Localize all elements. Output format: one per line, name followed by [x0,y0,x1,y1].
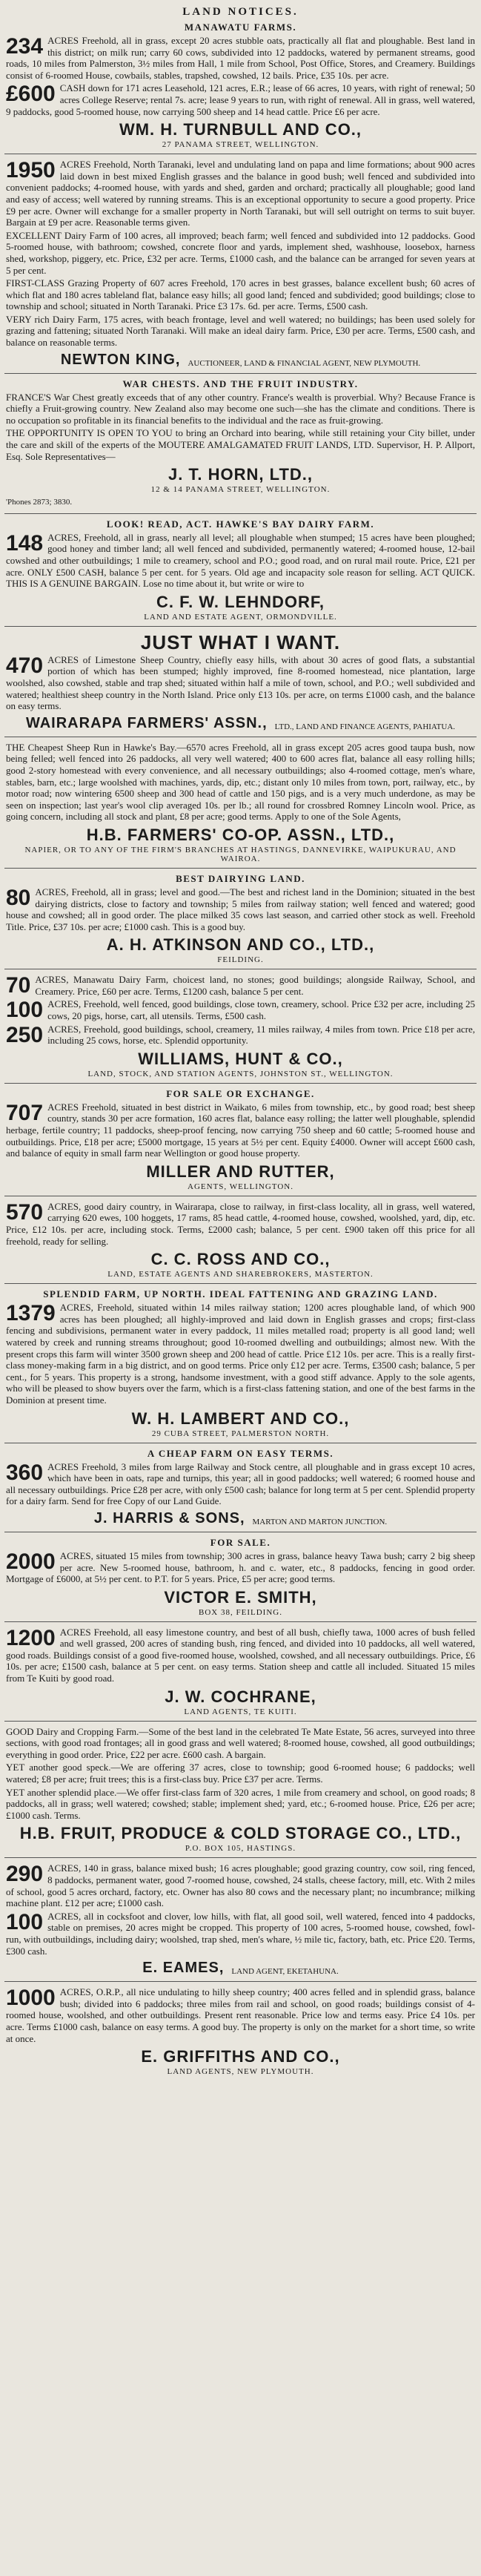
listing-text: VERY rich Dairy Farm, 175 acres, with beach frontage, level and well watered; no buildings; has been used solely for grazing and fattening; situated North Taranaki. Will make an ideal dairy farm. Price, £30 per acre. Terms, £500 cash, and balance on reasonable terms. [6,313,475,349]
listing [6,654,475,712]
listing-text: ACRES, Freehold, well fenced, good buildings, close town, creamery, school. Price £32 per acre, including 25 cows, 20 pigs, horse, cart, all utensils. Terms, £500 cash. [47,998,475,1022]
listing-figure: 470 [6,653,44,678]
listing-figure: 100 [6,1909,44,1934]
agent-address: P.O. BOX 105, HASTINGS. [185,1844,296,1854]
listing-text: ACRES, Freehold, situated within 14 miles railway station; 1200 acres ploughable land, of which 900 acres has been ploughed; all highly-improved and laid down in English grasses and crops; first-class fencing and subdivisions, permanent water in every paddock, 11 miles metalled road; property is all good land; well watered by creek and running streams throughout; good 10-roomed dwelling and outbuildings; almost new. With the present crops this farm will winter 3500 grown sheep and 200 head of cattle. Price £12 10s. per acre. This is a really first-class money-making farm in a big district, and on good terms. Price only £12 per acre. Terms, £3500 cash; balance, 5 per cent., for 5 years. This property is a strong, handsome investment, with a good stiff advance. Apply to the sole agents, who will be pleased to show buyers over the farm, which is a first-class fattening station, and one of the best farms in the Dominion at present time. [6,1302,475,1406]
listing [6,1627,475,1684]
agent-name: A. H. ATKINSON AND CO., LTD., [106,935,375,955]
listing [6,1101,475,1159]
listing-text: ACRES, O.R.P., all nice undulating to hilly sheep country; 400 acres felled and in splendid grass, balance bush; divided into 6 paddocks; three miles from rail and school, on good roads; buildings consist of 4-roomed house, woolshed, and other outbuildings. Present rent reasonable. Price low and terms easy. Price £4 10s. per acre. Terms £1000 cash, balance on easy terms. A good buy. The property is only on the market for a short time, so write at once. [6,1986,475,2044]
listing-figure: 1950 [6,158,56,183]
listing-text: ACRES, situated 15 miles from township; 300 acres in grass, balance heavy Tawa bush; carry 2 big sheep per acre. New 5-roomed house, bathroom, h. and c. water, etc., 8 paddocks, fencing in good order. Mortgage of £6000, at 5½ per cent. to P.T. for 5 years. Price, £5 per acre; good terms. [6,1549,475,1585]
agent-address: 29 CUBA STREET, PALMERSTON NORTH. [151,1429,330,1438]
listing [6,35,475,81]
section-heading: A CHEAP FARM ON EASY TERMS. [147,1447,334,1459]
listing-figure: 234 [6,34,44,59]
headline: JUST WHAT I WANT. [140,630,341,653]
listing [6,392,475,426]
agent-address: AUCTIONEER, LAND & FINANCIAL AGENT, NEW PLYMOUTH. [188,358,421,368]
divider [4,1621,477,1622]
listing-text: ACRES, Freehold, all in grass; level and good.—The best and richest land in the Dominion; situated in the best dairying districts, close to factory and township; 5 miles from railway station; well fenced and watered; good house and cowshed; all in good order. The place milked 35 cows last season, and carried other stock as well. Freehold Title. Price, £37 10s. per acre; £1000 cash. This is a good buy. [6,886,475,932]
listing-figure: 1379 [6,1301,56,1326]
agent-address: AGENTS, WELLINGTON. [188,1182,293,1191]
agent-name: J. HARRIS & SONS, [93,1509,245,1526]
listing [6,159,475,228]
agent-name: W. H. LAMBERT AND CO., [131,1409,350,1428]
listing-figure: 1000 [6,1986,56,2011]
listing-figure: 707 [6,1100,44,1125]
agent-name: WAIRARAPA FARMERS' ASSN., [25,714,268,731]
agent-address: FEILDING. [217,955,264,965]
listing [6,230,475,276]
agent-name: MILLER AND RUTTER, [146,1162,335,1181]
agent-name: E. EAMES, [142,1960,225,1977]
listing [6,998,475,1021]
agent-address: MARTON AND MARTON JUNCTION. [252,1517,388,1526]
listing [6,1787,475,1822]
listing [6,1762,475,1785]
agent-address: LAND AGENTS, NEW PLYMOUTH. [167,2067,314,2077]
listing-figure: 1200 [6,1625,56,1650]
listing-text: ACRES Freehold, North Taranaki, level and undulating land on papa and lime formations; about 900 acres laid down in best mixed English grasses and the balance in good bush; well fenced and subdivided into convenient paddocks; 4-roomed house, with yards and shed, garden and orchard; practically all ploughable; good land and easy of access; well watered by running streams. This is an exceptional opportunity to secure a good property. Price £9 per acre. Owner will exchange for a smaller property in North Taranaki, but will sell outright on terms to suit buyer. Bargain at £9 per acre. Reasonable terms given. [6,159,475,228]
agent-name: H.B. FARMERS' CO-OP. ASSN., LTD., [86,825,395,844]
listing-figure: 70 [6,973,31,998]
section-heading: SPLENDID FARM, UP NORTH. IDEAL FATTENING AND GRAZING LAND. [43,1288,438,1300]
divider [4,1083,477,1084]
agent-name: VICTOR E. SMITH, [164,1587,317,1607]
listing [6,1726,475,1761]
listing [6,532,475,590]
listing [6,1911,475,1957]
agent-name: J. W. COCHRANE, [165,1687,316,1706]
listing-figure: 250 [6,1022,44,1047]
section-heading: WAR CHESTS. AND THE FRUIT INDUSTRY. [122,378,359,389]
agent-address: LAND, STOCK, AND STATION AGENTS, JOHNSTON ST., WELLINGTON. [87,1069,394,1078]
agent-address: 27 PANAMA STREET, WELLINGTON. [162,140,319,150]
listing-text: ACRES Freehold, 3 miles from large Railway and Stock centre, all ploughable and in grass except 10 acres, which have been in oats, rape and turnips, this year; all in good paddocks; well watered; 6 roomed house and all necessary outbuildings. Price £28 per acre, with only £500 cash; balance for long term at 5 per cent. Splendid property for a dairy farm. Send for free Copy of our Land Guide. [6,1460,475,1507]
listing-text: ACRES of Limestone Sheep Country, chiefly easy hills, with about 30 acres of good flats, a substantial portion of which has been stumped; highly improved, fine 8-roomed homestead, nice plantation, large woolshed, also cowshed, stable and trap shed; situated within half a mile of town, school, and P.O.; well subdivided and watered; healthiest sheep country in the North Island. Price only £13 10s. per acre, on terms £1000 cash, and the balance on easy terms. [6,653,475,712]
listing-text: THE Cheapest Sheep Run in Hawke's Bay.—6570 acres Freehold, all in grass except 205 acres good taupa bush, now being felled; well fenced into 26 paddocks, all very well watered; 400 to 600 acres flat, balance all easy rolling hills; good 2-story homestead with every convenience, and all necessary outbuildings; also 4-roomed cottage, men's whare, stables, barn, etc.; large woolshed with machines, yards, dip, etc.; distant only 10 miles from town, port, railway, etc., by motor road; now wintering 6500 sheep and 300 head of cattle and 150 pigs, and is a very much underdone, as may be seen on inspection; last year's wool clip averaged 10s. per lb.; all round for crossbred Romney Lincoln wool. Price, as going concern, including all stock and plant, £8 per acre; good terms. Apply to one of the Sole Agents, [6,741,475,823]
agent-line [4,1510,477,1527]
listing [6,742,475,823]
divider [4,373,477,374]
divider [4,1721,477,1722]
agent-name: J. T. HORN, LTD., [167,465,314,484]
agent-address: BOX 38, FEILDING. [199,1607,282,1617]
listing-text: YET another splendid place.—We offer first-class farm of 320 acres, 1 mile from creamery and school, on good roads; 8 paddocks, all in grass; well watered; cowshed; stable; implement shed; yard, etc.; 6-roomed house. Price, £26 per acre; £1000 cash. Terms. [6,1786,475,1821]
agent-name: C. C. ROSS AND CO., [150,1250,331,1269]
agent-address: LTD., LAND AND FINANCE AGENTS, PAHIATUA. [274,722,456,731]
phone-numbers: 'Phones 2873; 3830. [6,498,73,507]
listing-text: THE OPPORTUNITY IS OPEN TO YOU to bring an Orchard into bearing, while still retaining your City billet, under the care and skill of the experts of the MOUTERE AMALGAMATED FRUIT LANDS, LTD. Supervisor, H. P. Allport, Esq. Sole Representatives— [6,427,475,462]
listing-figure: £600 [6,82,56,107]
listing [6,427,475,462]
listing-text: EXCELLENT Dairy Farm of 100 acres, all improved; beach farm; well fenced and subdivided into 12 paddocks. Good 5-roomed house, with bathroom; cowshed, concrete floor and yards, implement shed, washhouse, loosebox, harness shed, workshop, piggery, etc. Price, £32 per acre. Terms, £1000 cash, and the balance can be arranged for seven years at 5 per cent. [6,229,475,276]
listing-text: ACRES, Freehold, good buildings, school, creamery, 11 miles railway, 4 miles from town. Price £18 per acre, including 25 cows, horse, etc. Splendid opportunity. [47,1023,475,1047]
agent-line [4,1960,477,1977]
listing-figure: 148 [6,530,44,556]
section-heading: BEST DAIRYING LAND. [176,872,305,884]
listing [6,314,475,349]
listing-text: GOOD Dairy and Cropping Farm.—Some of the best land in the celebrated Te Mate Estate, 56 acres, surveyed into three sections, with good road frontages; all in good grass and well watered; 8-roomed house, cowshed, all good outbuildings; everything in good order. Price, £22 per acre. £600 cash. A bargain. [6,1725,475,1760]
agent-address: LAND AGENT, EKETAHUNA. [231,1967,339,1977]
listing [6,277,475,312]
listing-figure: 100 [6,998,44,1023]
listing-text: ACRES, 140 in grass, balance mixed bush; 16 acres ploughable; good grazing country, cow soil, ring fenced, 8 paddocks, permanent water, good 7-roomed house, cowshed, 24 stalls, cheese factory, mill, etc. With 2 miles of school, good 5 acres orchard, factory, etc. Owner has also 80 cows and the necessary plant; no incumbrance; milking machine plant. £12 per acre; £1000 cash. [6,1862,475,1909]
agent-address: LAND AND ESTATE AGENT, ORMONDVILLE. [144,612,337,622]
listing-figure: 570 [6,1199,44,1225]
listing-text: ACRES, all in cocksfoot and clover, low hills, with flat, all good soil, well watered, fenced into 4 paddocks, stable on premises, 20 acres might be cropped. This property of 100 acres, 5-roomed house, cowshed, fowl-run, with outbuildings, including dairy; woolshed, trap shed, men's whare, ½ mile tic, factory, bath, etc. Price £20. Terms, £300 cash. [6,1910,475,1957]
listing-text: ACRES, Freehold, all in grass, nearly all level; all ploughable when stumped; 15 acres have been ploughed; good honey and timber land; all well fenced and subdivided, permanently watered; 4-roomed house, 12-bail cowshed and other outbuildings; 1 mile to creamery, school and P.O.; good road, and on rural mail route. Price, £21 per acre. ONLY £500 CASH, balance 5 per cent. for 5 years. Old age and incapacity sole reason for selling. ACT QUICK. THIS IS A GENUINE BARGAIN. Lose no time about it, but write or wire to [6,531,475,590]
divider [4,1857,477,1858]
listing-figure: 2000 [6,1549,56,1574]
divider [4,868,477,869]
listing-text: ACRES Freehold, situated in best district in Waikato, 6 miles from township, etc., by good road; best sheep country, stands 30 per acre formation, 160 acres flat, balance easy rolling; the latter well ploughable, splendid herbage, fertile country; 11 paddocks, sheep-proof fencing, now carrying 750 sheep and 60 cattle; 5-roomed house and outbuildings. Price, £18 per acre; £5000 mortgage, 15 years at 5½ per cent. Equity £4000. Owner will accept £600 cash, and balance of equity in small farm near Wellington or good house property. [6,1101,475,1159]
listing [6,1986,475,2044]
listing-figure: 290 [6,1862,44,1887]
agent-address: NAPIER, OR TO ANY OF THE FIRM'S BRANCHES AT HASTINGS, DANNEVIRKE, WAIPUKURAU, AND WAIROA. [24,845,457,863]
notices-column [4,22,477,2076]
divider [4,1981,477,1982]
agent-address: 12 & 14 PANAMA STREET, WELLINGTON. [150,485,331,495]
divider [4,513,477,514]
agent-line [4,352,477,369]
agent-name: WILLIAMS, HUNT & CO., [138,1049,343,1068]
agent-name: H.B. FRUIT, PRODUCE & COLD STORAGE CO., LTD., [19,1824,462,1843]
listing-text: CASH down for 171 acres Leasehold, 121 acres, E.R.; lease of 66 acres, 10 years, with right of renewal; 50 acres College Reserve; rental 7s. acre; lease 9 years to run, with right of renewal. All in grass, well watered, 9 paddocks, good 5-roomed house, now carrying 500 sheep and 14 head cattle. Price £6 per acre. [6,82,475,117]
listing-text: YET another good speck.—We are offering 37 acres, close to township; good 6-roomed house; 6 paddocks; well watered; £8 per acre; fruit trees; this is a first-class buy. Price £37 per acre. Terms. [6,1762,475,1785]
section-heading: LOOK! READ, ACT. HAWKE'S BAY DAIRY FARM. [106,518,375,530]
listing-text: ACRES, good dairy country, in Wairarapa, close to railway, in first-class locality, all in grass, well watered, carrying 620 ewes, 100 hoggets, 17 rams, 85 head cattle, 4-roomed house, cowshed, woolshed, yard, dip, etc. Price, £12 10s. per acre, including stock. Terms, £2000 cash; balance, 5 per cent. £900 taken off this price for all freehold, ready for selling. [6,1200,475,1247]
listing [6,1550,475,1585]
listing [6,1024,475,1047]
listing [6,974,475,997]
listing-text: FRANCE'S War Chest greatly exceeds that of any other country. France's wealth is proverbial. Why? Because France is chiefly a Fruit-growing country. New Zealand also may become one such—she has the climate and conditions. There is no occupation so profitable in its financial benefits to the individual and the race as fruit-growing. [6,391,475,426]
listing-figure: 80 [6,885,31,910]
agent-name: WM. H. TURNBULL AND CO., [119,120,362,139]
listing-text: ACRES, Manawatu Dairy Farm, choicest land, no stones; good buildings; alongside Railway, School, and Creamery. Price, £60 per acre. Terms, £1200 cash, balance 5 per cent. [35,974,475,997]
listing-figure: 360 [6,1460,44,1485]
agent-address: LAND AGENTS, TE KUITI. [184,1707,297,1716]
page-title: LAND NOTICES. [182,6,299,18]
land-notices-page [4,0,477,2076]
listing [6,1302,475,1406]
listing [6,886,475,932]
divider [4,626,477,627]
listing [6,1461,475,1507]
agent-line [4,715,477,732]
listing-text: ACRES Freehold, all easy limestone country, and best of all bush, chiefly tawa, 1000 acres of bush felled and well grassed, 200 acres of standing bush, ring fenced, and divided into 10 paddocks, all well watered, good roads. Buildings consist of a good five-roomed house, woolshed, cowshed, and all necessary outbuildings. Price, £6 10s. per acre; £1500 cash, balance at 5 per cent. on easy terms. Station sheep and cattle all included. Situated 15 miles from Te Kuiti by good road. [6,1626,475,1684]
agent-name: NEWTON KING, [60,351,181,368]
listing [6,1862,475,1908]
agent-name: E. GRIFFITHS AND CO., [141,2047,340,2066]
listing [6,82,475,117]
listing-text: ACRES Freehold, all in grass, except 20 acres stubble oats, practically all flat and ploughable. Best land in this district; on milk run; carry 60 cows, subdivided into 12 paddocks, watered by permanent streams, good roads, 10 miles from Palmerston, 3½ miles from Hall, 1 mile from School, Post Office, Stores, and Creamery. Buildings consist of 6-roomed House, cowbails, stables, trapshed, cowshed, 12 bails. Price, £35 10s. per acre. [6,35,475,81]
section-heading: MANAWATU FARMS. [184,22,297,33]
section-heading: FOR SALE OR EXCHANGE. [166,1087,315,1099]
divider [4,1283,477,1284]
listing [6,1201,475,1247]
agent-name: C. F. W. LEHNDORF, [156,592,325,611]
agent-address: LAND, ESTATE AGENTS AND SHAREBROKERS, MASTERTON. [107,1270,374,1279]
section-heading: FOR SALE. [210,1536,271,1548]
listing-text: FIRST-CLASS Grazing Property of 607 acres Freehold, 170 acres in best grasses, balance excellent bush; 60 acres of which flat and 180 acres tableland flat, balance easy hills; all good land; fenced and subdivided; good buildings; close to township and school; situated in North Taranaki. Price £3 17s. 6d. per acre. Terms, £500 cash. [6,277,475,312]
